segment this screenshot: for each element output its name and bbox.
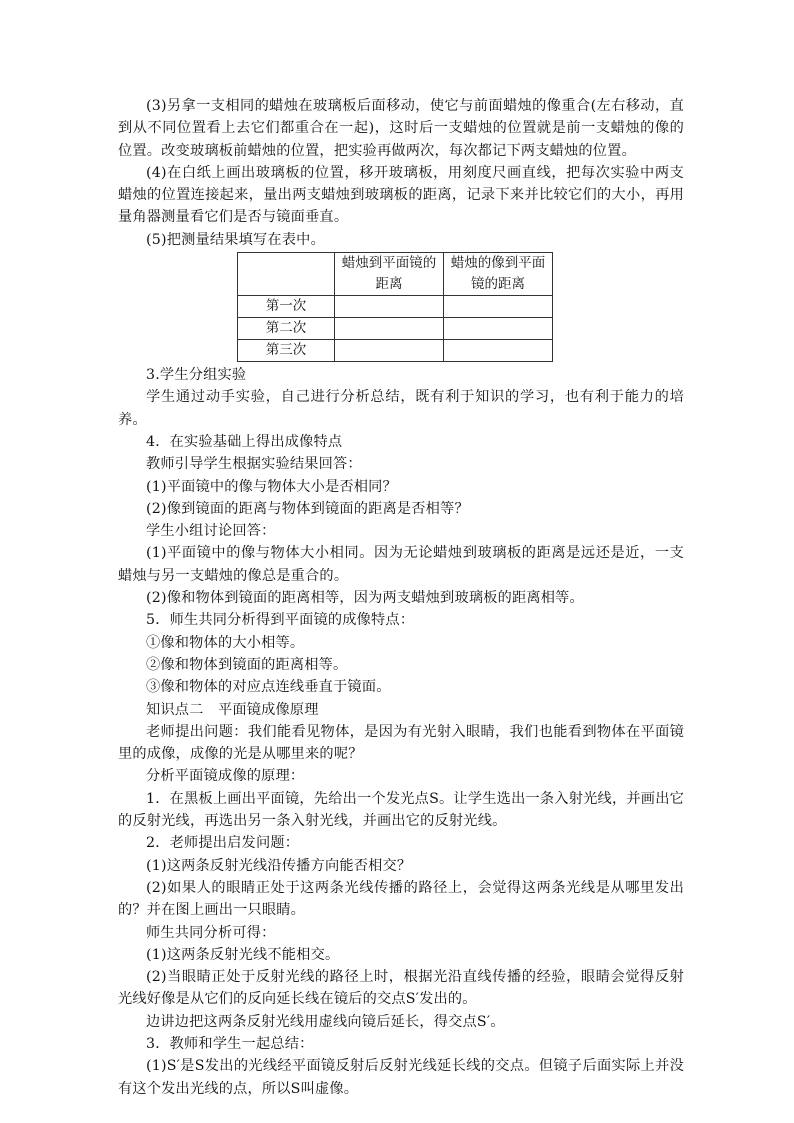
section-heading: 3.学生分组实验 bbox=[146, 367, 247, 384]
paragraph-step-4: (4)在白纸上画出玻璃板的位置，移开玻璃板，用刻度尺画直线，把每次实验中两支蜡烛的位置连接起来，量出两支蜡烛到玻璃板的距离，记录下来并比较它们的大小，再用量角器测量看它们是否与镜面垂直。 bbox=[118, 164, 684, 226]
list-item: ②像和物体到镜面的距离相等。 bbox=[146, 656, 348, 673]
section-heading: 3．教师和学生一起总结： bbox=[146, 1035, 314, 1052]
knowledge-point-heading: 知识点二 平面镜成像原理 bbox=[146, 701, 319, 718]
table-row bbox=[238, 340, 553, 362]
question-item: (1)平面镜中的像与物体大小是否相同？ bbox=[146, 478, 397, 495]
section-heading: 2．老师提出启发问题： bbox=[146, 835, 300, 852]
table-cell bbox=[444, 296, 553, 318]
table-header-row bbox=[238, 253, 553, 296]
table-cell bbox=[335, 296, 444, 318]
paragraph: 分析平面镜成像的原理： bbox=[146, 768, 305, 785]
answer-item: (2)当眼睛正处于反射光线的路径上时，根据光沿直线传播的经验，眼睛会觉得反射光线好像是从它们的反向延长线在镜后的交点S′发出的。 bbox=[118, 969, 684, 1008]
section-heading: 4．在实验基础上得出成像特点 bbox=[146, 433, 343, 450]
section-heading: 5．师生共同分析得到平面镜的成像特点： bbox=[146, 612, 415, 629]
table-cell bbox=[335, 318, 444, 340]
table-cell: 第一次 bbox=[238, 296, 335, 318]
question-item: (2)如果人的眼睛正处于这两条光线传播的路径上，会觉得这两条光线是从哪里发出的？并在图上画出一只眼睛。 bbox=[118, 879, 684, 919]
paragraph: 师生共同分析可得： bbox=[146, 924, 276, 941]
table-cell bbox=[335, 340, 444, 362]
answer-item: (1)平面镜中的像与物体大小相同。因为无论蜡烛到玻璃板的距离是远还是近，一支蜡烛与另一支蜡烛的像总是重合的。 bbox=[118, 545, 684, 584]
paragraph: 1．在黑板上画出平面镜，先给出一个发光点S。让学生选出一条入射光线，并画出它的反射光线，再选出另一条入射光线，并画出它的反射光线。 bbox=[118, 790, 684, 830]
answer-item: (1)S′是S发出的光线经平面镜反射后反射光线延长线的交点。但镜子后面实际上并没有这个发出光线的点，所以S叫虚像。 bbox=[118, 1058, 684, 1097]
table-cell bbox=[444, 340, 553, 362]
list-item: ①像和物体的大小相等。 bbox=[146, 634, 305, 651]
answer-item: (2)像和物体到镜面的距离相等，因为两支蜡烛到玻璃板的距离相等。 bbox=[146, 590, 584, 607]
table-cell: 第三次 bbox=[238, 340, 335, 362]
paragraph: 学生小组讨论回答： bbox=[146, 523, 276, 540]
measurement-table bbox=[237, 252, 553, 362]
table-row bbox=[238, 296, 553, 318]
paragraph: 学生通过动手实验，自己进行分析总结，既有利于知识的学习，也有利于能力的培养。 bbox=[118, 389, 684, 428]
question-item: (2)像到镜面的距离与物体到镜面的距离是否相等？ bbox=[146, 500, 469, 517]
answer-item: (1)这两条反射光线不能相交。 bbox=[146, 946, 340, 963]
table-row bbox=[238, 318, 553, 340]
document-page bbox=[118, 95, 684, 1100]
paragraph-step-5: (5)把测量结果填写在表中。 bbox=[146, 231, 325, 248]
list-item: ③像和物体的对应点连线垂直于镜面。 bbox=[146, 679, 391, 696]
table-header-cell: 蜡烛的像到平面镜的距离 bbox=[444, 253, 553, 296]
paragraph: 教师引导学生根据实验结果回答： bbox=[146, 456, 362, 473]
table-cell bbox=[444, 318, 553, 340]
table-cell: 第二次 bbox=[238, 318, 335, 340]
paragraph: 边讲边把这两条反射光线用虚线向镜后延长，得交点S′。 bbox=[146, 1013, 505, 1030]
paragraph-step-3: (3)另拿一支相同的蜡烛在玻璃板后面移动，使它与前面蜡烛的像重合(左右移动，直到从不同位置看上去它们都重合在一起)，这时后一支蜡烛的位置就是前一支蜡烛的像的位置。改变玻璃板前蜡烛的位置，把实验再做两次，每次都记下两支蜡烛的位置。 bbox=[118, 98, 684, 159]
paragraph: 老师提出问题：我们能看见物体，是因为有光射入眼睛，我们也能看到物体在平面镜里的成像，成像的光是从哪里来的呢？ bbox=[118, 723, 684, 763]
table-header-cell bbox=[238, 253, 335, 296]
question-item: (1)这两条反射光线沿传播方向能否相交？ bbox=[146, 857, 412, 874]
table-header-cell: 蜡烛到平面镜的距离 bbox=[335, 253, 444, 296]
